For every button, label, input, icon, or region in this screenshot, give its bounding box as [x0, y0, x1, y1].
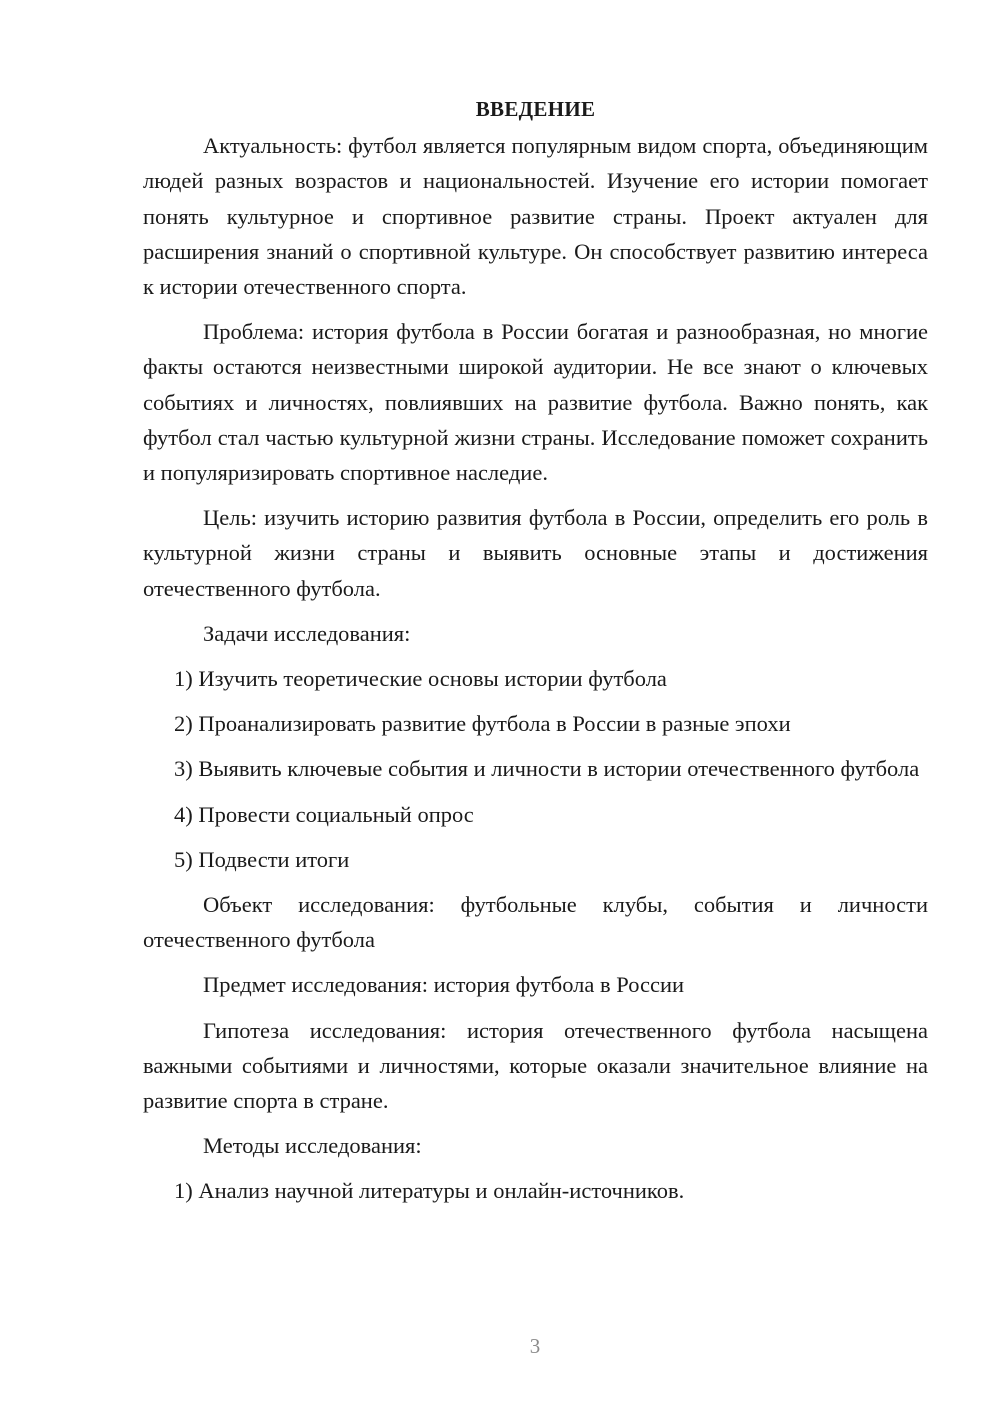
paragraph-relevance: Актуальность: футбол является популярным видом спорта, объединяющим людей разных возрастов и национальностей. Изучение его истории помогает понять культурное и спортивное развитие страны. Проект актуален для расширения знаний о спортивной культуре. Он способствует развитию интереса к истории отечественного спорта.	[143, 133, 928, 300]
page-number: 3	[529, 1334, 541, 1358]
task-item-2: 2) Проанализировать развитие футбола в России в разные эпохи	[174, 711, 791, 737]
paragraph-hypothesis: Гипотеза исследования: история отечественного футбола насыщена важными событиями и личностями, которые оказали значительное влияние на развитие спорта в стране.	[143, 1017, 928, 1114]
method-item-1: 1) Анализ научной литературы и онлайн-источников.	[174, 1178, 685, 1204]
paragraph-goal: Цель: изучить историю развития футбола в России, определить его роль в культурной жизни страны и выявить основные этапы и достижения отечественного футбола.	[143, 505, 928, 601]
methods-heading: Методы исследования:	[203, 1133, 422, 1159]
task-item-3: 3) Выявить ключевые события и личности в истории отечественного футбола	[174, 756, 920, 782]
document-page	[143, 92, 928, 1219]
page-title: ВВЕДЕНИЕ	[475, 97, 596, 121]
paragraph-object: Объект исследования: футбольные клубы, события и личности отечественного футбола	[143, 892, 928, 953]
task-item-5: 5) Подвести итоги	[174, 846, 350, 872]
paragraph-problem: Проблема: история футбола в России богатая и разнообразная, но многие факты остаются неизвестными широкой аудитории. Не все знают о ключевых событиях и личностях, повлиявших на развитие футбола. Важно понять, как футбол стал частью культурной жизни страны. Исследование поможет сохранить и популяризировать спортивное наследие.	[143, 319, 928, 486]
task-item-1: 1) Изучить теоретические основы истории футбола	[174, 666, 667, 692]
task-item-4: 4) Провести социальный опрос	[174, 801, 474, 827]
paragraph-subject: Предмет исследования: история футбола в России	[203, 972, 685, 998]
tasks-heading: Задачи исследования:	[203, 620, 411, 646]
